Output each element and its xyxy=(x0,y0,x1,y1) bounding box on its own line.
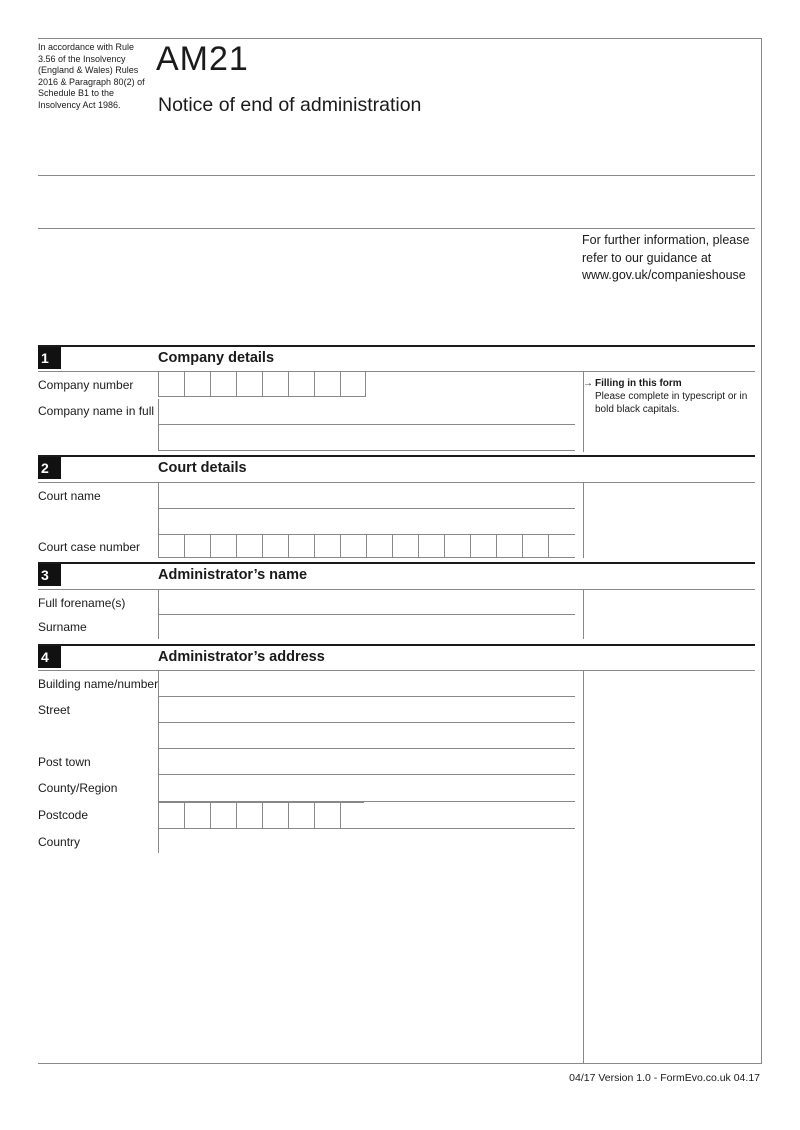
filling-note-body: Please complete in typescript or in bold black capitals. xyxy=(595,391,748,415)
court-name-field-2[interactable] xyxy=(158,509,575,535)
court-case-box[interactable] xyxy=(548,535,575,558)
court-case-box[interactable] xyxy=(522,535,548,558)
street-field-1[interactable] xyxy=(158,697,575,723)
postcode-box[interactable] xyxy=(262,802,288,828)
country-field[interactable] xyxy=(158,829,575,853)
company-number-box[interactable] xyxy=(210,372,236,397)
company-name-field-2[interactable] xyxy=(158,425,575,451)
side-column-divider-4 xyxy=(583,671,584,1063)
court-case-box[interactable] xyxy=(340,535,366,558)
court-case-box[interactable] xyxy=(288,535,314,558)
street-label: Street xyxy=(38,703,71,717)
post-town-label: Post town xyxy=(38,755,91,769)
postcode-box[interactable] xyxy=(288,802,314,828)
filling-note-title: Filling in this form xyxy=(595,378,682,389)
section-3-title: Administrator’s name xyxy=(158,567,308,583)
form-code: AM21 xyxy=(156,40,249,78)
court-case-box[interactable] xyxy=(210,535,236,558)
country-label: Country xyxy=(38,835,81,849)
company-name-label: Company name in full xyxy=(38,404,155,418)
header-divider-2 xyxy=(38,228,755,229)
court-case-box[interactable] xyxy=(444,535,470,558)
building-field[interactable] xyxy=(158,671,575,697)
court-case-box[interactable] xyxy=(496,535,522,558)
court-case-box[interactable] xyxy=(392,535,418,558)
section-2-title: Court details xyxy=(158,460,247,476)
top-border xyxy=(38,38,762,39)
section-3-number: 3 xyxy=(38,564,61,586)
legal-reference: In accordance with Rule 3.56 of the Insolvency (England & Wales) Rules 2016 & Paragraph 80(2) of Schedule B1 to the Insolvency Act 1986. xyxy=(38,42,145,110)
court-case-box[interactable] xyxy=(470,535,496,558)
building-label: Building name/number xyxy=(38,677,159,691)
guidance-line-1: For further information, please xyxy=(582,233,750,247)
court-case-box[interactable] xyxy=(366,535,392,558)
guidance-url: www.gov.uk/companieshouse xyxy=(582,268,746,282)
postcode-box[interactable] xyxy=(236,802,262,828)
post-town-field[interactable] xyxy=(158,749,575,775)
section-2-rule xyxy=(38,455,755,457)
county-field[interactable] xyxy=(158,775,575,802)
forenames-field[interactable] xyxy=(158,590,575,615)
guidance-note xyxy=(582,232,752,285)
company-number-box[interactable] xyxy=(236,372,262,397)
section-4-title: Administrator’s address xyxy=(158,649,325,665)
forenames-label: Full forename(s) xyxy=(38,596,126,610)
section-3-rule xyxy=(38,562,755,564)
section-4-rule xyxy=(38,644,755,646)
section-4-number: 4 xyxy=(38,646,61,668)
arrow-right-icon: → xyxy=(583,378,593,389)
surname-label: Surname xyxy=(38,620,87,634)
company-number-box[interactable] xyxy=(184,372,210,397)
surname-field[interactable] xyxy=(158,615,575,639)
filling-note xyxy=(583,377,758,416)
court-case-box[interactable] xyxy=(314,535,340,558)
right-border xyxy=(761,38,762,1064)
street-field-2[interactable] xyxy=(158,723,575,749)
company-number-box[interactable] xyxy=(314,372,340,397)
court-case-box[interactable] xyxy=(236,535,262,558)
section-1-rule xyxy=(38,345,755,347)
postcode-box[interactable] xyxy=(210,802,236,828)
postcode-top-line xyxy=(158,802,364,803)
court-case-number-label: Court case number xyxy=(38,540,141,554)
postcode-box[interactable] xyxy=(314,802,340,828)
postcode-box[interactable] xyxy=(184,802,210,828)
court-name-field-1[interactable] xyxy=(158,483,575,509)
company-number-box[interactable] xyxy=(340,372,366,397)
court-name-label: Court name xyxy=(38,489,101,503)
court-case-box[interactable] xyxy=(262,535,288,558)
bottom-border xyxy=(38,1063,762,1064)
company-number-box[interactable] xyxy=(262,372,288,397)
form-title: Notice of end of administration xyxy=(158,94,422,116)
header-divider xyxy=(38,175,755,176)
section-1-subrule xyxy=(38,371,755,372)
postcode-label: Postcode xyxy=(38,808,89,822)
side-column-divider-3 xyxy=(583,590,584,639)
court-case-box[interactable] xyxy=(158,535,184,558)
court-case-box[interactable] xyxy=(418,535,444,558)
company-number-label: Company number xyxy=(38,378,134,392)
side-column-divider-2 xyxy=(583,483,584,558)
section-2-number: 2 xyxy=(38,457,61,479)
postcode-box[interactable] xyxy=(158,802,184,828)
company-name-field-1[interactable] xyxy=(158,399,575,425)
company-number-box[interactable] xyxy=(288,372,314,397)
court-case-box[interactable] xyxy=(184,535,210,558)
section-1-title: Company details xyxy=(158,350,275,366)
company-number-box[interactable] xyxy=(158,372,184,397)
county-label: County/Region xyxy=(38,781,118,795)
postcode-box[interactable] xyxy=(340,802,364,828)
guidance-line-2: refer to our guidance at xyxy=(582,250,712,265)
footer-version: 04/17 Version 1.0 - FormEvo.co.uk 04.17 xyxy=(569,1072,760,1084)
company-number-box-end xyxy=(365,372,366,397)
section-1-number: 1 xyxy=(38,347,61,369)
